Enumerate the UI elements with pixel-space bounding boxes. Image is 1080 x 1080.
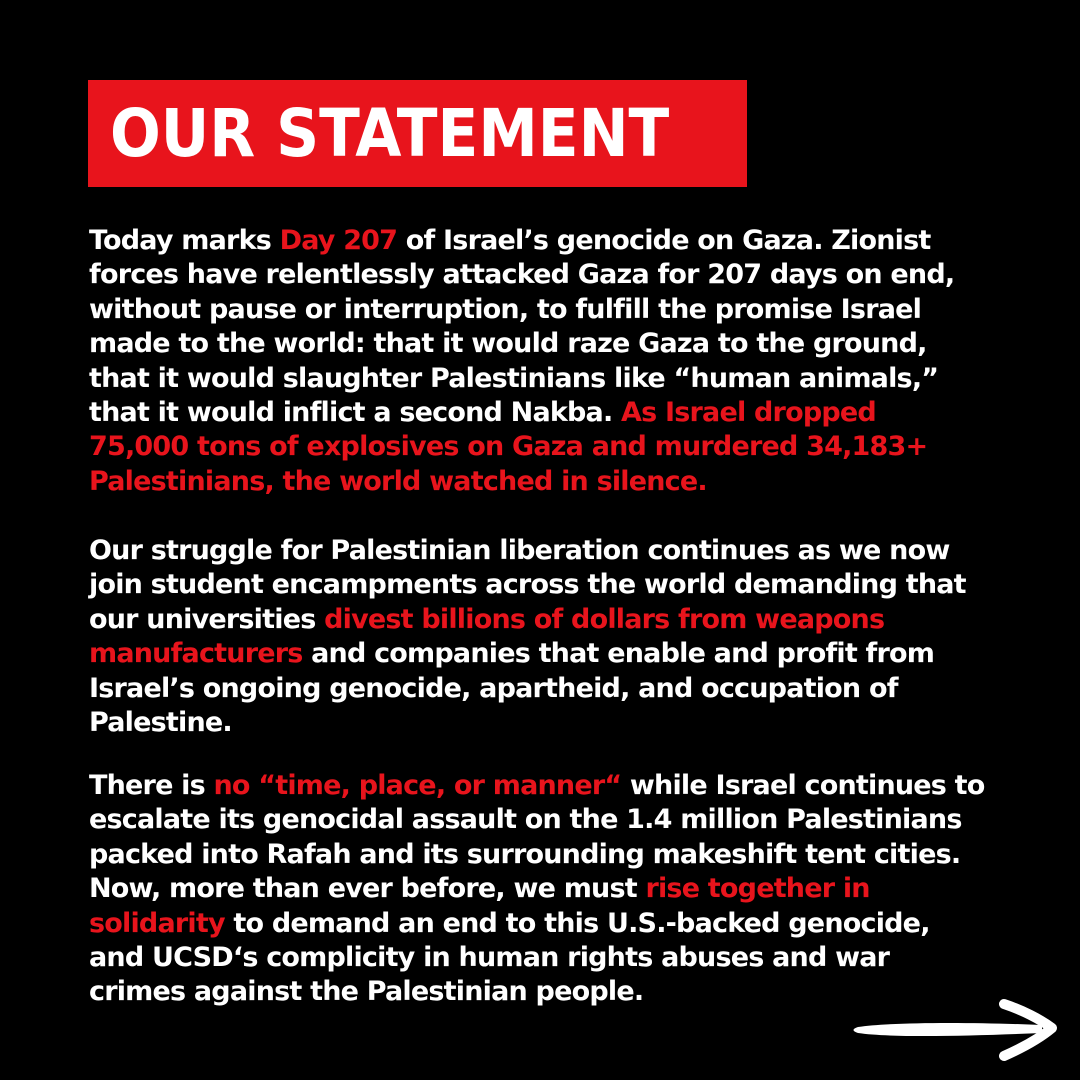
body-text: There is [89, 770, 214, 801]
highlighted-text: As Israel dropped [621, 397, 876, 429]
title-banner [88, 80, 747, 187]
body-text: Israel’s ongoing genocide, apartheid, and occupation of [89, 672, 898, 704]
text-line [89, 769, 1029, 803]
body-text: without pause or interruption, to fulfill the promise Israel [89, 293, 922, 325]
text-line [89, 465, 1029, 499]
highlighted-text: divest billions of dollars from weapons [324, 603, 885, 635]
paragraph-2 [89, 534, 1029, 740]
text-line [89, 534, 1029, 568]
body-text: to demand an end to this U.S.-backed genocide, [233, 907, 930, 939]
body-text: that it would slaughter Palestinians like “human animals,” [89, 362, 939, 394]
highlighted-text: manufacturers [89, 638, 303, 670]
page-title: OUR STATEMENT [110, 95, 670, 172]
text-line [89, 706, 1029, 740]
text-line [89, 838, 1029, 872]
highlighted-text: Day 207 [279, 225, 398, 256]
body-text: and UCSD‘s complicity in human rights abuses and war [89, 942, 890, 974]
text-line [89, 603, 1029, 637]
text-line [89, 293, 1029, 327]
body-text: that it would inflict a second Nakba. [89, 397, 622, 429]
text-line [89, 568, 1029, 602]
body-text: Palestine. [89, 707, 232, 739]
body-text: made to the world: that it would raze Gaza to the ground, [89, 328, 927, 360]
text-line [89, 258, 1029, 292]
highlighted-text: no “time, place, or manner“ [213, 770, 622, 801]
arrow-right-icon[interactable] [852, 996, 1062, 1066]
text-line [89, 907, 1029, 941]
body-text: escalate its genocidal assault on the 1.4 million Palestinians [89, 804, 962, 836]
text-line [89, 637, 1029, 671]
highlighted-text: 75,000 tons of explosives on Gaza and murdered 34,183+ [89, 431, 928, 463]
body-text: Now, more than ever before, we must [89, 873, 646, 905]
body-text: Today marks [89, 225, 280, 256]
body-text: our universities [89, 603, 325, 635]
body-text: forces have relentlessly attacked Gaza for 207 days on end, [89, 259, 955, 291]
body-text: join student encampments across the world demanding that [89, 569, 966, 601]
highlighted-text: solidarity [89, 907, 234, 939]
body-text: while Israel continues to [621, 770, 985, 801]
body-text: crimes against the Palestinian people. [89, 976, 644, 1008]
body-text: of Israel’s genocide on Gaza. Zionist [397, 225, 931, 256]
body-text: Our struggle for Palestinian liberation continues as we now [89, 535, 950, 566]
text-line [89, 430, 1029, 464]
highlighted-text: rise together in [645, 873, 870, 905]
text-line [89, 872, 1029, 906]
text-line [89, 803, 1029, 837]
paragraph-3 [89, 769, 1029, 1010]
body-text: and companies that enable and profit from [302, 638, 935, 670]
text-line [89, 327, 1029, 361]
body-text: packed into Rafah and its surrounding makeshift tent cities. [89, 838, 961, 870]
text-line [89, 362, 1029, 396]
text-line [89, 396, 1029, 430]
highlighted-text: Palestinians, the world watched in silence. [89, 465, 707, 497]
text-line [89, 672, 1029, 706]
paragraph-1 [89, 224, 1029, 499]
text-line [89, 941, 1029, 975]
text-line [89, 224, 1029, 258]
